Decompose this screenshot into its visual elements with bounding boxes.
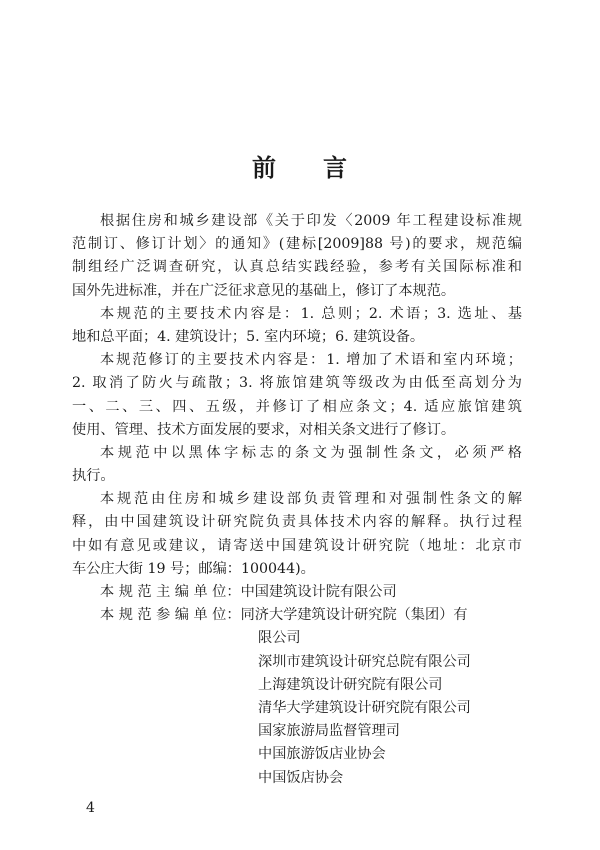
editor-unit-name: 中国建筑设计院有限公司 [240,584,397,600]
page-number: 4 [86,800,95,816]
title-char-1: 前 [252,153,277,182]
paragraph-4-line-2: 执行。 [72,468,115,485]
paragraph-1-line-4: 国外先进标准，并在广泛征求意见的基础上，修订了本规范。 [72,282,456,299]
participant-unit-2: 深圳市建筑设计研究总院有限公司 [258,653,471,670]
participant-unit-7: 中国饭店协会 [258,769,344,786]
paragraph-5-line-4: 车公庄大街 19 号；邮编：100044)。 [72,560,315,577]
participant-unit-4: 清华大学建筑设计研究院有限公司 [258,699,471,716]
paragraph-5-line-1: 本规范由住房和城乡建设部负责管理和对强制性条文的解 [100,491,522,508]
participant-unit-5: 国家旅游局监督管理司 [258,723,400,740]
editor-unit-label: 本 规 范 主 编 单 位： [100,584,241,600]
page-title [0,148,600,183]
paragraph-4-line-1: 本规范中以黑体字标志的条文为强制性条文，必须严格 [100,444,522,461]
paragraph-3-line-3: 一、二、三、四、五级，并修订了相应条文；4. 适应旅馆建筑 [72,398,522,415]
participant-unit-first-cont: 限公司 [258,630,301,647]
paragraph-5-line-3: 中如有意见或建议，请寄送中国建筑设计研究院（地址：北京市 [72,537,522,554]
paragraph-2-line-1: 本规范的主要技术内容是：1. 总则；2. 术语；3. 选址、基 [100,305,522,322]
participant-unit-line [72,604,522,627]
editor-unit-line [72,581,522,604]
paragraph-3-line-4: 使用、管理、技术方面发展的要求，对相关条文进行了修订。 [72,421,456,438]
paragraph-1-line-3: 制组经广泛调查研究，认真总结实践经验，参考有关国际标准和 [72,259,522,276]
participant-unit-3: 上海建筑设计研究院有限公司 [258,676,443,693]
paragraph-3-line-1: 本规范修订的主要技术内容是：1. 增加了术语和室内环境； [100,352,522,369]
participant-unit-label: 本 规 范 参 编 单 位： [100,607,241,624]
title-char-2: 言 [323,153,348,182]
participant-unit-first: 同济大学建筑设计研究院（集团）有 [240,607,468,624]
paragraph-5-line-2: 释，由中国建筑设计研究院负责具体技术内容的解释。执行过程 [72,514,522,531]
participant-unit-6: 中国旅游饭店业协会 [258,746,386,763]
paragraph-2-line-2: 地和总平面；4. 建筑设计；5. 室内环境；6. 建筑设备。 [72,328,425,345]
paragraph-1-line-1: 根据住房和城乡建设部《关于印发〈2009 年工程建设标准规 [100,213,522,229]
paragraph-1-line-2: 范制订、修订计划〉的通知》(建标[2009]88 号)的要求，规范编 [72,236,522,253]
preface-body [72,210,522,790]
paragraph-3-line-2: 2. 取消了防火与疏散；3. 将旅馆建筑等级改为由低至高划分为 [72,375,522,392]
